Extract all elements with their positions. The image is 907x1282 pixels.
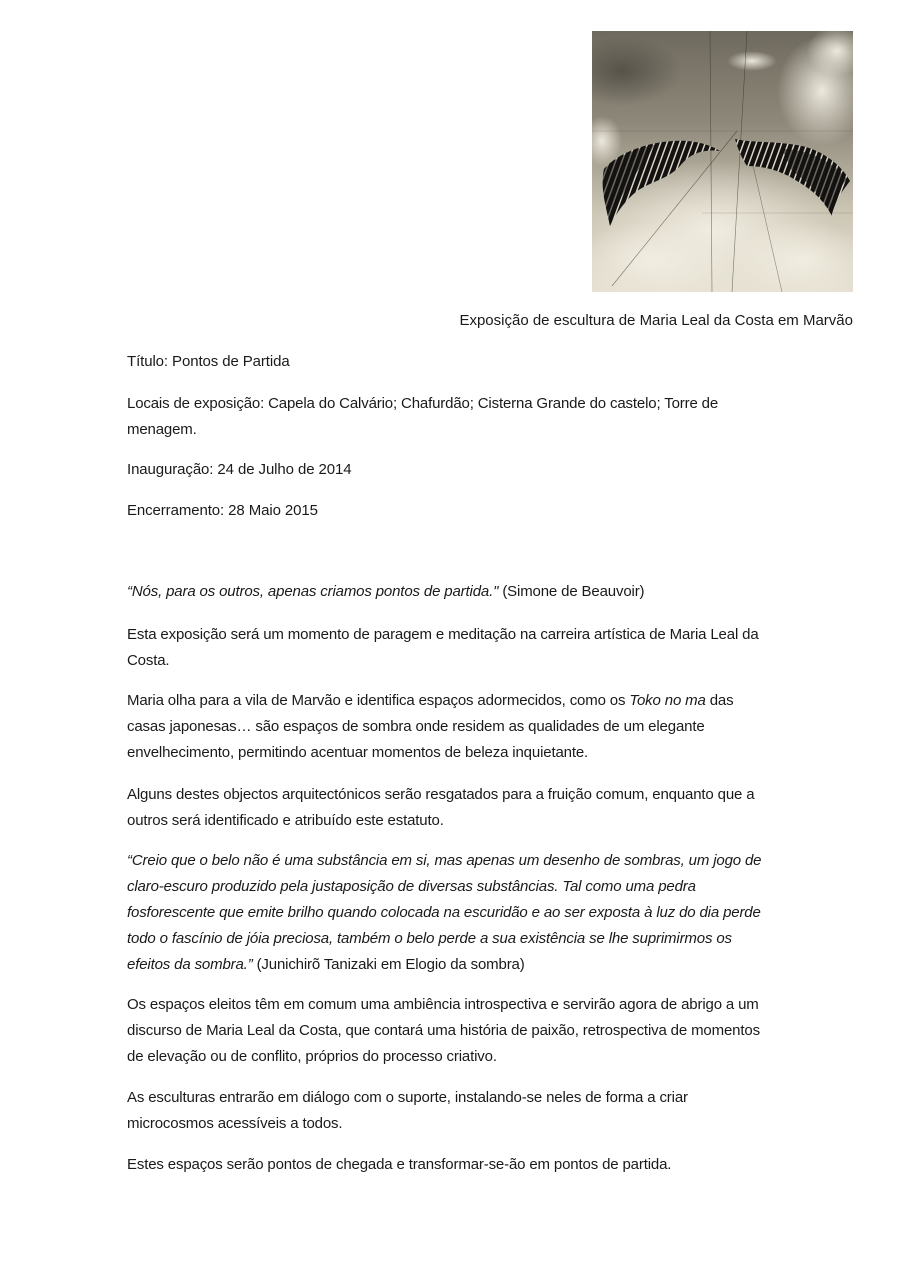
paragraph-line: envelhecimento, permitindo acentuar momentos de beleza inquietante. <box>127 744 589 761</box>
sculpture-photo <box>592 31 853 292</box>
quote-line: “Creio que o belo não é uma substância em si, mas apenas um desenho de sombras, um jogo de <box>127 852 762 869</box>
paragraph-line: Estes espaços serão pontos de chegada e transformar-se-ão em pontos de partida. <box>127 1156 672 1173</box>
paragraph-line: casas japonesas… são espaços de sombra onde residem as qualidades de um elegante <box>127 718 705 735</box>
quote-line: fosforescente que emite brilho quando colocada na escuridão e ao ser exposta à luz do dia perde <box>127 904 761 921</box>
paragraph-line: Alguns destes objectos arquitectónicos serão resgatados para a fruição comum, enquanto que a <box>127 786 755 803</box>
paragraph-text: das <box>705 692 734 709</box>
tanizaki-quote <box>127 848 857 978</box>
quote-line: claro-escuro produzido pela justaposição de diversas substâncias. Tal como uma pedra <box>127 878 696 895</box>
paragraph-3 <box>127 782 857 834</box>
quote-text: “Nós, para os outros, apenas criamos pontos de partida." <box>127 583 499 600</box>
japanese-term: Toko no ma <box>629 692 706 709</box>
paragraph-line: Costa. <box>127 652 170 669</box>
paragraph-line: Os espaços eleitos têm em comum uma ambiência introspectiva e servirão agora de abrigo a um <box>127 996 759 1013</box>
quote-author: (Simone de Beauvoir) <box>498 583 645 600</box>
paragraph-4 <box>127 992 857 1070</box>
locations-field <box>127 391 857 443</box>
locations-line: menagem. <box>127 421 197 438</box>
quote-line: efeitos da sombra.” <box>127 956 253 973</box>
paragraph-1 <box>127 622 857 674</box>
paragraph-line: Esta exposição será um momento de paragem e meditação na carreira artística de Maria Leal da <box>127 626 759 643</box>
paragraph-5 <box>127 1085 857 1137</box>
paragraph-line: As esculturas entrarão em diálogo com o suporte, instalando-se neles de forma a criar <box>127 1089 688 1106</box>
paragraph-line: microcosmos acessíveis a todos. <box>127 1115 343 1132</box>
quote-line: todo o fascínio de jóia preciosa, também o belo perde a sua existência se lhe suprimirmos os <box>127 930 732 947</box>
photo-caption: Exposição de escultura de Maria Leal da Costa em Marvão <box>459 312 853 329</box>
paragraph-2 <box>127 688 857 766</box>
beauvoir-quote <box>127 579 857 605</box>
quote-author: (Junichirõ Tanizaki em Elogio da sombra) <box>252 956 525 973</box>
paragraph-line: discurso de Maria Leal da Costa, que contará uma história de paixão, retrospectiva de momentos <box>127 1022 760 1039</box>
opening-date-field: Inauguração: 24 de Julho de 2014 <box>127 461 352 478</box>
locations-line: Locais de exposição: Capela do Calvário; Chafurdão; Cisterna Grande do castelo; Torre de <box>127 395 719 412</box>
sculpture-photo-image <box>592 31 853 292</box>
title-field: Título: Pontos de Partida <box>127 353 290 370</box>
paragraph-text: Maria olha para a vila de Marvão e identifica espaços adormecidos, como os <box>127 692 630 709</box>
closing-date-field: Encerramento: 28 Maio 2015 <box>127 502 318 519</box>
paragraph-line: de elevação ou de conflito, próprios do processo criativo. <box>127 1048 497 1065</box>
paragraph-6 <box>127 1152 857 1178</box>
paragraph-line: outros será identificado e atribuído este estatuto. <box>127 812 444 829</box>
